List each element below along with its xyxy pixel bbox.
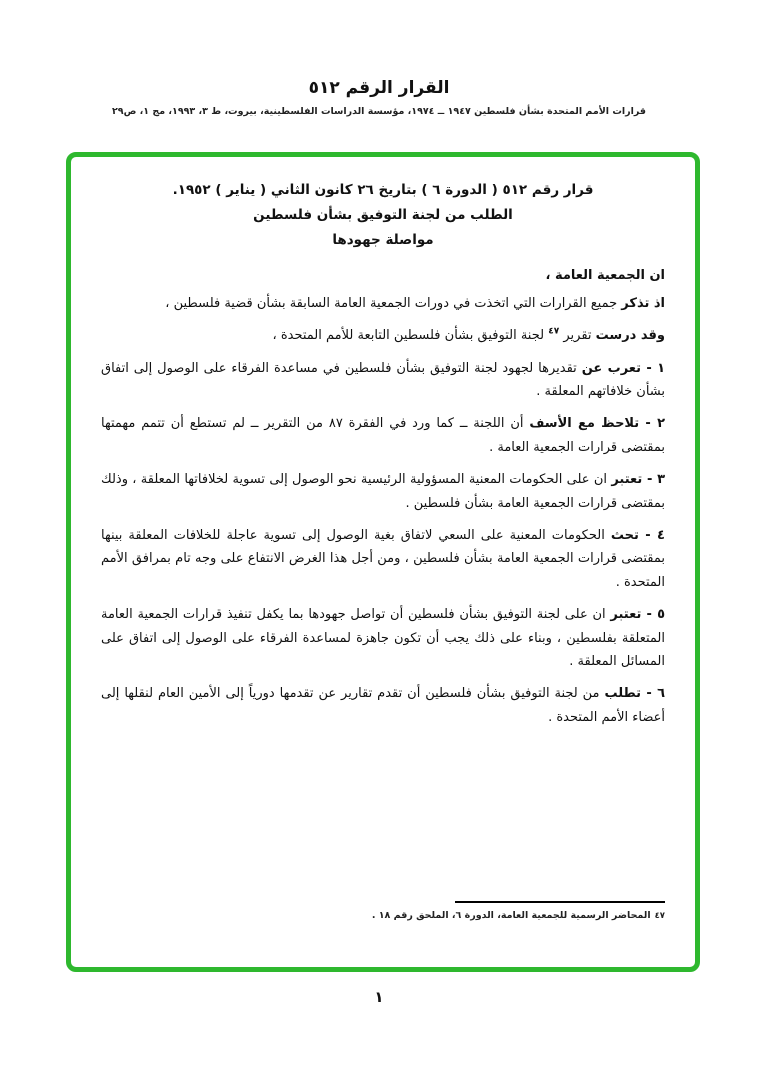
paragraph-lead: ٣ - تعتبر [611,472,665,488]
paragraph-text: جميع القرارات التي اتخذت في دورات الجمعية العامة السابقة بشأن قضية فلسطين ، [165,295,622,311]
footnote-area [101,901,665,921]
source-citation: قرارات الأمم المتحدة بشأن فلسطين ١٩٤٧ ــ ١٩٧٤، مؤسسة الدراسات الفلسطينية، بيروت، ط ٣، ١٩٩٣، مج ١، ص٢٩ [111,106,647,117]
operative-paragraph [101,412,665,459]
paragraph-text: تقديرها لجهود لجنة التوفيق بشأن فلسطين في مساعدة الفرقاء على الوصول إلى اتفاق بشأن خلافاتهم المعلقة . [101,360,665,399]
paragraph-lead: ٢ - تلاحظ مع الأسف [529,416,666,432]
paragraph-lead: ١ - تعرب عن [581,360,666,376]
footnote-separator [455,901,665,903]
paragraph-text: ان على لجنة التوفيق بشأن فلسطين أن تواصل جهودها بما يكفل تنفيذ قرارات الجمعية العامة المتعلقة بفلسطين ، وبناء على ذلك يجب أن تكون جاهزة لمساعدة الفرقاء على الوصول إلى اتفاق على المسائل المعلقة . [101,607,665,669]
paragraph-text: أن اللجنة ــ كما ورد في الفقرة ٨٧ من التقرير ــ لم تستطع أن تتمم مهمتها بمقتضى قرارات الجمعية العامة . [101,416,665,455]
resolution-border-box [66,152,700,972]
paragraph-lead: وقد درست [595,328,665,344]
resolution-subtitle: مواصلة جهودها [332,231,434,248]
paragraph-lead: اذ تذكر [621,295,665,311]
preamble-paragraph [101,324,665,347]
opening-clause: ان الجمعية العامة ، [545,267,665,283]
footnote-number: ٤٧ [654,911,665,921]
paragraph-text: من لجنة التوفيق بشأن فلسطين أن تقدم تقارير عن تقدمها دورياً إلى الأمين العام لنقلها إلى أعضاء الأمم المتحدة . [101,686,665,725]
operative-paragraph [101,524,665,594]
footnote [101,910,665,921]
preamble-paragraph [101,292,665,315]
paragraph-text: ان على الحكومات المعنية المسؤولية الرئيسية نحو الوصول إلى تسوية لخلافاتها المعلقة ، وذلك بمقتضى قرارات الجمعية العامة بشأن فلسطين . [101,472,665,511]
operative-paragraph [101,468,665,515]
page-number: ١ [374,988,384,1006]
paragraph-lead: ٤ - تحث [610,527,665,543]
operative-paragraph [101,357,665,404]
resolution-subject: الطلب من لجنة التوفيق بشأن فلسطين [253,206,513,223]
operative-paragraph [101,682,665,729]
paragraph-lead: ٥ - تعتبر [610,607,665,623]
footnote-text: المحاضر الرسمية للجمعية العامة، الدورة ٦، الملحق رقم ١٨ . [371,910,651,921]
paragraph-text: لجنة التوفيق بشأن فلسطين التابعة للأمم المتحدة ، [272,328,549,344]
paragraph-text: تقرير [559,328,596,344]
paragraph-text: الحكومات المعنية على السعي لاتفاق بغية الوصول إلى تسوية عاجلة للخلافات المعلقة بينها بمقتضى قرارات الجمعية العامة بشأن فلسطين ، ومن أجل هذا الغرض الانتفاع على وجه تام بمرافق الأمم المتحدة . [101,527,665,590]
page-title: القرار الرقم ٥١٢ [308,78,450,98]
footnote-ref-marker: ٤٧ [548,326,560,337]
resolution-heading: قرار رقم ٥١٢ ( الدورة ٦ ) بتاريخ ٢٦ كانون الثاني ( يناير ) ١٩٥٢. [172,182,594,198]
operative-paragraph [101,603,665,673]
paragraph-lead: ٦ - تطلب [604,686,666,702]
